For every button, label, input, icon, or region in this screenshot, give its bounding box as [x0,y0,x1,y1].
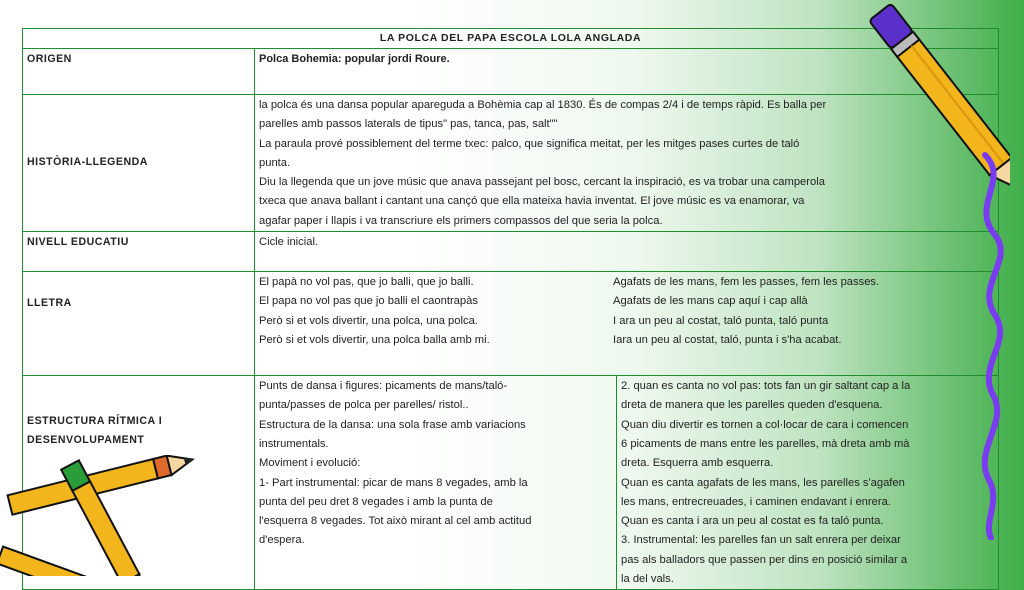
row-origen [23,49,999,95]
estructura-line: Quan es canta agafats de les mans, les parelles s'agafen [621,476,905,489]
estructura-line: l'esquerra 8 vegades. Tot això mirant al cel amb actitud [259,515,532,528]
historia-line: Diu la llegenda que un jove músic que anava passejant pel bosc, cercant la inspiració, es va trobar una camperola [259,176,825,189]
estructura-line: 2. quan es canta no vol pas: tots fan un gir saltant cap a la [621,380,911,393]
estructura-line: d'espera. [259,534,305,547]
estructura-right [617,376,999,590]
label-estructura-line1: ESTRUCTURA RÍTMICA I [27,415,163,428]
lyrics-col-2 [613,273,994,350]
row-lletra [23,272,999,376]
lyric-line: Però si et vols divertir, una polca balla amb mi. [259,333,490,346]
label-estructura-line2: DESENVOLUPAMENT [27,434,145,447]
historia-line: txeca que anava ballant i cantant una cançó que ella mateixa havia inventat. El jove músic es va enamorar, va [259,195,805,208]
label-origen: ORIGEN [23,49,255,95]
estructura-line: 6 picaments de mans entre les parelles, mà dreta amb mà [621,437,910,450]
estructura-line: les mans, entrecreuades, i caminen endavant i enrera. [621,495,891,508]
value-nivell: Cicle inicial. [255,232,999,272]
lyric-line: Agafats de les mans, fem les passes, fem les passes. [613,276,880,289]
lyrics [259,273,994,350]
lyric-line: Agafats de les mans cap aquí i cap allà [613,295,808,308]
historia-line: la polca és una dansa popular apareguda a Bohèmia cap al 1830. És de compas 2/4 i de temps ràpid. Es balla per [259,99,827,111]
estructura-line: la del vals. [621,573,674,586]
estructura-line: 3. Instrumental: les parelles fan un salt enrera per deixar [621,534,901,547]
historia-line: agafar paper i llapis i va transcriure els primers compassos del que seria la polca. [259,214,663,227]
estructura-line: Quan diu divertir es tornen a col·locar de cara i comencen [621,418,909,431]
lyric-line: El papa no vol pas que jo balli el caontrapàs [259,295,478,308]
label-historia: HISTÒRIA-LLEGENDA [23,95,255,232]
estructura-line: Moviment i evolució: [259,457,361,470]
pencils-clipart-icon [0,455,210,576]
row-historia [23,95,999,232]
estructura-line: Estructura de la dansa: una sola frase amb variacions [259,418,526,431]
lyrics-col-1 [259,273,613,350]
historia-line: punta. [259,156,291,169]
row-nivell [23,232,999,272]
estructura-line: punta del peu dret 8 vegades i amb la punta de [259,495,493,508]
lyric-line: Però si et vols divertir, una polca, una polca. [259,314,478,327]
estructura-left [255,376,617,590]
estructura-line: 1- Part instrumental: picar de mans 8 vegades, amb la [259,476,528,489]
estructura-line: dreta de manera que les parelles queden d'esquena. [621,399,883,412]
lyric-line: I ara un peu al costat, taló punta, taló punta [613,314,829,327]
value-origen: Polca Bohemia: popular jordi Roure. [259,53,450,65]
estructura-line: punta/passes de polca per parelles/ ristol.. [259,399,469,412]
squiggle-decoration-icon [965,150,1024,540]
estructura-line: dreta. Esquerra amb esquerra. [621,457,774,470]
label-lletra: LLETRA [23,272,255,376]
table-title: LA POLCA DEL PAPA ESCOLA LOLA ANGLADA [23,29,999,49]
estructura-line: instrumentals. [259,437,329,450]
title-row [23,29,999,49]
estructura-line: Punts de dansa i figures: picaments de mans/taló- [259,380,508,393]
historia-line: La paraula prové possiblement del terme txec: palco, que significa meitat, per les mitges pases curtes de taló [259,137,800,150]
lyric-line: El papà no vol pas, que jo balli, que jo balli. [259,276,474,289]
historia-line: parelles amb passos laterals de tipus" pas, tanca, pas, salt"" [259,118,558,131]
label-nivell: NIVELL EDUCATIU [23,232,255,272]
lyric-line: Iara un peu al costat, taló, punta i s'ha acabat. [613,333,842,346]
estructura-line: pas als balladors que passen per dins en posició similar a [621,553,908,566]
estructura-line: Quan es canta i ara un peu al costat es fa taló punta. [621,515,884,528]
